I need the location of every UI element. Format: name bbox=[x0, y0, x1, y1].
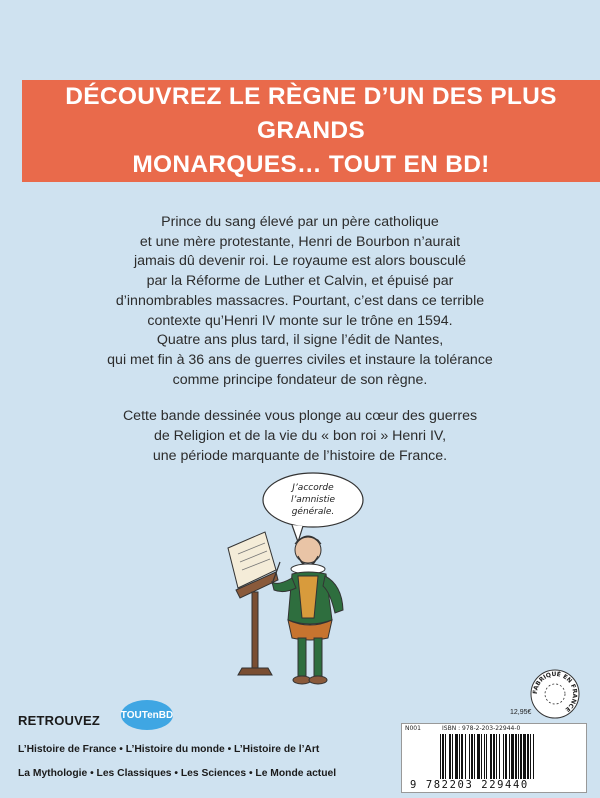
summary-paragraph-2 bbox=[60, 407, 540, 466]
summary-line: jamais dû devenir roi. Le royaume est alors bousculé bbox=[134, 253, 466, 270]
barcode-bar bbox=[503, 734, 504, 779]
barcode-bar bbox=[490, 734, 492, 779]
summary-line: par la Réforme de Luther et Calvin, et épuisé par bbox=[146, 273, 454, 290]
toutenbd-logo: TOUTenBD bbox=[121, 700, 173, 730]
barcode-bar bbox=[477, 734, 480, 779]
price-label: 12,95€ bbox=[510, 709, 532, 716]
collection-line: La Mythologie • Les Classiques • Les Sciences • Le Monde actuel bbox=[18, 768, 337, 779]
barcode-bar bbox=[509, 734, 510, 779]
summary-line: Prince du sang élevé par un père catholique bbox=[161, 214, 439, 230]
summary-line: Cette bande dessinée vous plonge au cœur des guerres bbox=[122, 408, 478, 425]
barcode-bar bbox=[505, 734, 507, 779]
barcode-bar bbox=[442, 734, 444, 779]
headline-line-1: DÉCOUVREZ LE RÈGNE D’UN DES PLUS GRANDS bbox=[65, 83, 557, 144]
barcode-bar bbox=[455, 734, 458, 779]
barcode-panel bbox=[401, 723, 587, 793]
barcode-bar bbox=[530, 734, 531, 779]
summary-line: et une mère protestante, Henri de Bourbon n’aurait bbox=[139, 233, 461, 250]
collection-line: L’Histoire de France • L’Histoire du monde • L’Histoire de l’Art bbox=[18, 744, 320, 755]
reference-code: N001 bbox=[405, 725, 421, 732]
barcode-bar bbox=[496, 734, 497, 779]
headline-banner bbox=[22, 80, 600, 182]
barcode-bar bbox=[486, 734, 487, 779]
barcode-bar bbox=[449, 734, 451, 779]
barcode-bar bbox=[515, 734, 517, 779]
henri-iv-illustration bbox=[210, 470, 400, 695]
barcode-bar bbox=[461, 734, 463, 779]
barcode-bar bbox=[452, 734, 453, 779]
lectern bbox=[228, 532, 278, 675]
barcode-bar bbox=[518, 734, 519, 779]
barcode-graphic bbox=[440, 734, 576, 779]
summary-line: Quatre ans plus tard, il signe l’édit de Nantes, bbox=[156, 332, 444, 349]
barcode-bar bbox=[511, 734, 514, 779]
retrouvez-label: RETROUVEZ bbox=[18, 713, 100, 728]
summary-text bbox=[60, 213, 540, 466]
speech-line: J’accorde bbox=[292, 483, 334, 493]
barcode-bar bbox=[484, 734, 485, 779]
barcode-bar bbox=[533, 734, 534, 779]
collection-list bbox=[18, 738, 398, 786]
summary-line: une période marquante de l’histoire de France. bbox=[152, 447, 448, 464]
barcode-bar bbox=[445, 734, 446, 779]
barcode-bar bbox=[465, 734, 466, 779]
summary-line: qui met fin à 36 ans de guerres civiles et instaure la tolérance bbox=[107, 351, 493, 368]
summary-line: de Religion et de la vie du « bon roi » Henri IV, bbox=[153, 428, 447, 445]
summary-line: contexte qu’Henri IV monte sur le trône en 1594. bbox=[147, 312, 453, 329]
barcode-bar bbox=[499, 734, 500, 779]
barcode-bar bbox=[471, 734, 473, 779]
summary-line: d’innombrables massacres. Pourtant, c’est dans ce terrible bbox=[115, 292, 485, 309]
barcode-bar bbox=[520, 734, 522, 779]
barcode-bar bbox=[523, 734, 526, 779]
speech-line: générale. bbox=[291, 507, 335, 517]
barcode-bar bbox=[469, 734, 470, 779]
barcode-bar bbox=[493, 734, 495, 779]
made-in-france-seal bbox=[529, 668, 581, 720]
seal-text: FABRIQUÉ EN FRANCE bbox=[531, 670, 579, 713]
isbn-label: ISBN : 978-2-203-22944-0 bbox=[442, 725, 521, 732]
speech-line: l’amnistie bbox=[290, 495, 336, 505]
barcode-bar bbox=[440, 734, 441, 779]
barcode-bar bbox=[527, 734, 529, 779]
summary-line: comme principe fondateur de son règne. bbox=[172, 371, 428, 388]
king-figure bbox=[272, 536, 343, 684]
summary-paragraph-1 bbox=[60, 213, 540, 390]
barcode-bar bbox=[474, 734, 475, 779]
barcode-bar bbox=[481, 734, 482, 779]
barcode-digits: 9 782203 229440 bbox=[410, 779, 529, 791]
barcode-bar bbox=[459, 734, 460, 779]
headline-line-2: MONARQUES… TOUT EN BD! bbox=[132, 151, 490, 178]
